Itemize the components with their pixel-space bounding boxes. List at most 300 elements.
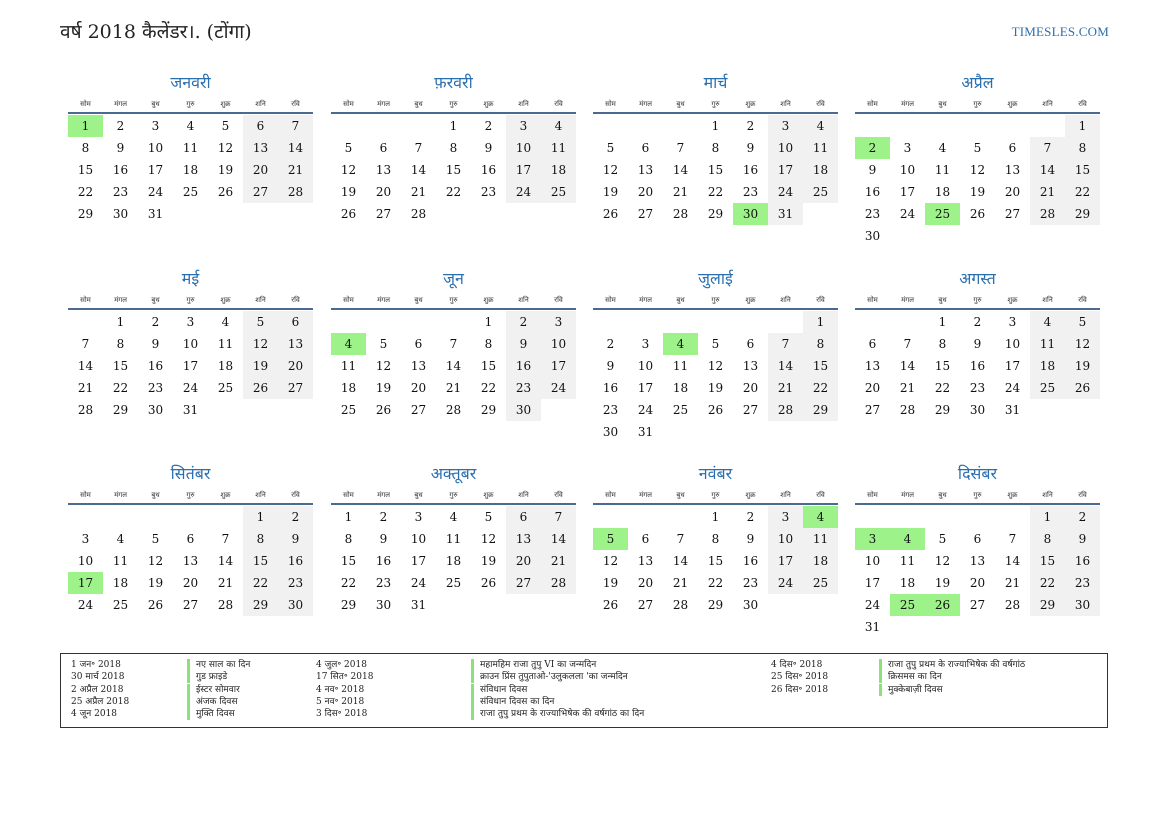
day-cell: 22 <box>1065 181 1100 203</box>
day-cell: 4 <box>449 510 458 524</box>
day-cell: 19 <box>375 381 392 395</box>
day-cell: 30 <box>1065 594 1100 616</box>
weekday-label: बुध <box>676 296 685 304</box>
days-grid <box>855 311 1100 421</box>
day-cell: 6 <box>506 506 541 528</box>
legend-date: 17 सित॰ 2018 <box>316 672 374 683</box>
day-cell: 2 <box>484 119 493 133</box>
day-cell: 9 <box>606 359 615 373</box>
weekday-label: सोम <box>605 296 616 304</box>
month-1 <box>68 72 313 225</box>
weekday-label: शनि <box>518 100 529 108</box>
day-cell: 28 <box>217 598 234 612</box>
day-cell: 11 <box>803 137 838 159</box>
day-cell: 14 <box>768 355 803 377</box>
day-cell: 21 <box>77 381 94 395</box>
legend-holiday-name: राजा तुपु प्रथम के राज्याभिषेक की वर्षगांठ का दिन <box>471 708 644 720</box>
day-cell: 1 <box>1065 115 1100 137</box>
weekday-label: सोम <box>80 296 91 304</box>
day-cell: 25 <box>803 181 838 203</box>
day-cell: 9 <box>746 141 755 155</box>
day-cell: 7 <box>1008 532 1017 546</box>
day-cell: 14 <box>1004 554 1021 568</box>
day-cell: 14 <box>217 554 234 568</box>
day-cell: 23 <box>742 576 759 590</box>
day-cell: 2 <box>973 315 982 329</box>
day-cell: 7 <box>768 333 803 355</box>
day-cell: 21 <box>445 381 462 395</box>
day-cell: 26 <box>147 598 164 612</box>
weekday-label: शनि <box>1042 296 1053 304</box>
day-cell: 1 <box>243 506 278 528</box>
day-cell: 27 <box>637 598 654 612</box>
weekday-label: गुरु <box>973 296 982 304</box>
weekday-label: बुध <box>676 100 685 108</box>
day-cell: 5 <box>938 532 947 546</box>
day-cell: 6 <box>414 337 423 351</box>
weekday-label: सोम <box>80 100 91 108</box>
day-cell: 18 <box>899 576 916 590</box>
day-cell: 12 <box>243 333 278 355</box>
site-link[interactable]: TIMESLES.COM <box>1011 24 1109 39</box>
weekday-label: शनि <box>780 296 791 304</box>
day-cell: 17 <box>768 550 803 572</box>
day-cell: 23 <box>278 572 313 594</box>
weekday-label: शुक्र <box>220 100 231 108</box>
day-cell: 14 <box>445 359 462 373</box>
day-cell: 5 <box>484 510 493 524</box>
weekday-label: शुक्र <box>483 100 494 108</box>
weekday-label: शुक्र <box>483 296 494 304</box>
day-cell: 11 <box>1030 333 1065 355</box>
day-cell: 29 <box>77 207 94 221</box>
legend-date: 4 नव॰ 2018 <box>316 684 365 695</box>
weekday-label: शनि <box>1042 100 1053 108</box>
day-cell: 8 <box>803 333 838 355</box>
day-cell: 27 <box>278 377 313 399</box>
holiday-day: 30 <box>733 203 768 225</box>
month-3 <box>593 72 838 225</box>
day-cell: 24 <box>182 381 199 395</box>
day-cell: 16 <box>602 381 619 395</box>
day-cell: 14 <box>541 528 576 550</box>
day-cell: 6 <box>641 141 650 155</box>
month-name: जून <box>443 269 464 288</box>
day-cell: 13 <box>375 163 392 177</box>
weekday-label: शुक्र <box>483 491 494 499</box>
legend-date: 2 अप्रैल 2018 <box>71 684 124 695</box>
days-grid <box>593 311 838 443</box>
day-cell: 5 <box>221 119 230 133</box>
day-cell: 28 <box>410 207 427 221</box>
day-cell: 14 <box>672 554 689 568</box>
day-cell: 31 <box>768 203 803 225</box>
day-cell: 19 <box>243 355 278 377</box>
day-cell: 24 <box>506 181 541 203</box>
weekday-label: सोम <box>343 100 354 108</box>
weekday-label: मंगल <box>639 491 652 499</box>
month-name: अगस्त <box>959 269 996 288</box>
day-cell: 16 <box>742 554 759 568</box>
day-cell: 31 <box>147 207 164 221</box>
day-cell: 9 <box>379 532 388 546</box>
day-cell: 12 <box>602 163 619 177</box>
day-cell: 3 <box>541 311 576 333</box>
weekday-header <box>593 294 838 310</box>
day-cell: 20 <box>1004 185 1021 199</box>
day-cell: 20 <box>742 381 759 395</box>
day-cell: 11 <box>934 163 951 177</box>
day-cell: 2 <box>1065 506 1100 528</box>
day-cell: 8 <box>938 337 947 351</box>
weekday-label: मंगल <box>639 100 652 108</box>
weekday-label: शुक्र <box>220 491 231 499</box>
day-cell: 22 <box>445 185 462 199</box>
day-cell: 8 <box>344 532 353 546</box>
day-cell: 8 <box>449 141 458 155</box>
day-cell: 12 <box>1065 333 1100 355</box>
day-cell: 17 <box>541 355 576 377</box>
day-cell: 18 <box>1030 355 1065 377</box>
day-cell: 6 <box>186 532 195 546</box>
day-cell: 21 <box>217 576 234 590</box>
month-name: दिसंबर <box>957 464 998 483</box>
holiday-day: 25 <box>925 203 960 225</box>
day-cell: 8 <box>243 528 278 550</box>
day-cell: 13 <box>506 528 541 550</box>
day-cell: 2 <box>278 506 313 528</box>
month-name: जनवरी <box>170 73 211 92</box>
day-cell: 31 <box>864 620 881 634</box>
day-cell: 23 <box>742 185 759 199</box>
weekday-label: रवि <box>816 100 825 108</box>
day-cell: 7 <box>541 506 576 528</box>
legend-date: 25 दिस॰ 2018 <box>771 672 829 683</box>
day-cell: 12 <box>375 359 392 373</box>
day-cell: 3 <box>768 115 803 137</box>
weekday-label: शनि <box>780 491 791 499</box>
day-cell: 16 <box>742 163 759 177</box>
day-cell: 3 <box>768 506 803 528</box>
day-cell: 4 <box>221 315 230 329</box>
day-cell: 16 <box>1065 550 1100 572</box>
day-cell: 12 <box>969 163 986 177</box>
day-cell: 11 <box>340 359 357 373</box>
day-cell: 27 <box>375 207 392 221</box>
day-cell: 10 <box>768 528 803 550</box>
day-cell: 18 <box>112 576 129 590</box>
day-cell: 8 <box>484 337 493 351</box>
day-cell: 30 <box>112 207 129 221</box>
days-grid <box>331 311 576 421</box>
day-cell: 10 <box>182 337 199 351</box>
day-cell: 19 <box>480 554 497 568</box>
day-cell: 26 <box>340 207 357 221</box>
day-cell: 25 <box>340 403 357 417</box>
day-cell: 22 <box>707 185 724 199</box>
legend-holiday-name: ईस्टर सोमवार <box>187 684 240 696</box>
day-cell: 3 <box>1008 315 1017 329</box>
day-cell: 19 <box>217 163 234 177</box>
day-cell: 27 <box>243 181 278 203</box>
day-cell: 27 <box>182 598 199 612</box>
page-title: वर्ष 2018 कैलेंडर।. (टोंगा) <box>60 21 252 43</box>
day-cell: 20 <box>243 159 278 181</box>
day-cell: 26 <box>602 598 619 612</box>
day-cell: 20 <box>637 185 654 199</box>
day-cell: 5 <box>243 311 278 333</box>
day-cell: 9 <box>116 141 125 155</box>
day-cell: 11 <box>899 554 916 568</box>
day-cell: 29 <box>480 403 497 417</box>
day-cell: 29 <box>934 403 951 417</box>
weekday-header <box>331 98 576 114</box>
day-cell: 10 <box>77 554 94 568</box>
day-cell: 20 <box>278 355 313 377</box>
weekday-label: शुक्र <box>1007 100 1018 108</box>
day-cell: 1 <box>344 510 353 524</box>
day-cell: 9 <box>973 337 982 351</box>
day-cell: 18 <box>541 159 576 181</box>
day-cell: 19 <box>340 185 357 199</box>
day-cell: 19 <box>1065 355 1100 377</box>
day-cell: 3 <box>81 532 90 546</box>
weekday-label: गुरु <box>186 296 195 304</box>
day-cell: 18 <box>934 185 951 199</box>
days-grid <box>593 506 838 616</box>
weekday-label: मंगल <box>377 296 390 304</box>
legend-holiday-name: क्रिसमस का दिन <box>879 671 942 683</box>
day-cell: 17 <box>864 576 881 590</box>
days-grid <box>68 506 313 616</box>
day-cell: 26 <box>217 185 234 199</box>
weekday-label: मंगल <box>114 100 127 108</box>
weekday-label: बुध <box>151 491 160 499</box>
day-cell: 15 <box>77 163 94 177</box>
day-cell: 8 <box>1030 528 1065 550</box>
day-cell: 17 <box>410 554 427 568</box>
legend-holiday-name: राजा तुपु प्रथम के राज्याभिषेक की वर्षगांठ <box>879 659 1025 671</box>
legend-date: 25 अप्रैल 2018 <box>71 696 130 707</box>
weekday-label: गुरु <box>973 491 982 499</box>
weekday-label: मंगल <box>114 296 127 304</box>
day-cell: 5 <box>151 532 160 546</box>
month-10 <box>331 463 576 616</box>
day-cell: 9 <box>151 337 160 351</box>
weekday-label: सोम <box>867 296 878 304</box>
day-cell: 21 <box>672 185 689 199</box>
day-cell: 11 <box>445 532 462 546</box>
day-cell: 12 <box>707 359 724 373</box>
weekday-header <box>68 489 313 505</box>
weekday-label: गुरु <box>449 296 458 304</box>
days-grid <box>855 506 1100 638</box>
day-cell: 27 <box>969 598 986 612</box>
weekday-label: शुक्र <box>1007 491 1018 499</box>
weekday-label: शुक्र <box>745 296 756 304</box>
day-cell: 6 <box>641 532 650 546</box>
day-cell: 6 <box>973 532 982 546</box>
weekday-label: गुरु <box>186 491 195 499</box>
day-cell: 13 <box>243 137 278 159</box>
day-cell: 16 <box>969 359 986 373</box>
day-cell: 5 <box>1065 311 1100 333</box>
weekday-label: सोम <box>867 491 878 499</box>
day-cell: 20 <box>375 185 392 199</box>
day-cell: 23 <box>1065 572 1100 594</box>
day-cell: 26 <box>1065 377 1100 399</box>
day-cell: 26 <box>375 403 392 417</box>
day-cell: 16 <box>375 554 392 568</box>
legend-holiday-name: मुक्ति दिवस <box>187 708 235 720</box>
weekday-label: गुरु <box>973 100 982 108</box>
day-cell: 28 <box>541 572 576 594</box>
day-cell: 23 <box>969 381 986 395</box>
month-4 <box>855 72 1100 247</box>
day-cell: 24 <box>1004 381 1021 395</box>
legend-holiday-name: संविधान दिवस का दिन <box>471 696 554 708</box>
day-cell: 28 <box>77 403 94 417</box>
day-cell: 31 <box>410 598 427 612</box>
day-cell: 7 <box>676 141 685 155</box>
day-cell: 5 <box>973 141 982 155</box>
day-cell: 17 <box>147 163 164 177</box>
day-cell: 5 <box>711 337 720 351</box>
day-cell: 13 <box>278 333 313 355</box>
day-cell: 7 <box>81 337 90 351</box>
day-cell: 29 <box>1065 203 1100 225</box>
day-cell: 29 <box>112 403 129 417</box>
legend-holiday-name: क्राउन प्रिंस तुपुताओ-'उलुकलला 'का जन्मदिन <box>471 671 628 683</box>
day-cell: 10 <box>864 554 881 568</box>
weekday-header <box>855 98 1100 114</box>
day-cell: 23 <box>602 403 619 417</box>
day-cell: 24 <box>541 377 576 399</box>
day-cell: 12 <box>217 141 234 155</box>
day-cell: 30 <box>375 598 392 612</box>
weekday-label: गुरु <box>711 491 720 499</box>
day-cell: 20 <box>969 576 986 590</box>
day-cell: 4 <box>1030 311 1065 333</box>
day-cell: 14 <box>672 163 689 177</box>
weekday-label: रवि <box>1078 296 1087 304</box>
month-name: सितंबर <box>170 464 211 483</box>
holiday-day: 4 <box>663 333 698 355</box>
day-cell: 25 <box>672 403 689 417</box>
legend-date: 26 दिस॰ 2018 <box>771 684 829 695</box>
day-cell: 18 <box>445 554 462 568</box>
days-grid <box>68 115 313 225</box>
day-cell: 22 <box>803 377 838 399</box>
weekday-label: गुरु <box>449 100 458 108</box>
day-cell: 6 <box>243 115 278 137</box>
day-cell: 24 <box>864 598 881 612</box>
day-cell: 8 <box>81 141 90 155</box>
day-cell: 22 <box>934 381 951 395</box>
day-cell: 29 <box>803 399 838 421</box>
day-cell: 22 <box>243 572 278 594</box>
weekday-label: रवि <box>291 296 300 304</box>
day-cell: 21 <box>672 576 689 590</box>
day-cell: 8 <box>711 532 720 546</box>
holiday-day: 5 <box>593 528 628 550</box>
day-cell: 3 <box>641 337 650 351</box>
day-cell: 15 <box>1065 159 1100 181</box>
day-cell: 19 <box>602 576 619 590</box>
day-cell: 15 <box>707 554 724 568</box>
day-cell: 11 <box>541 137 576 159</box>
day-cell: 2 <box>379 510 388 524</box>
day-cell: 25 <box>541 181 576 203</box>
weekday-label: सोम <box>605 491 616 499</box>
day-cell: 1 <box>938 315 947 329</box>
day-cell: 23 <box>147 381 164 395</box>
day-cell: 30 <box>278 594 313 616</box>
days-grid <box>68 311 313 421</box>
day-cell: 9 <box>484 141 493 155</box>
month-11 <box>593 463 838 616</box>
day-cell: 21 <box>1030 181 1065 203</box>
day-cell: 10 <box>541 333 576 355</box>
weekday-header <box>331 294 576 310</box>
day-cell: 30 <box>742 598 759 612</box>
day-cell: 15 <box>707 163 724 177</box>
day-cell: 1 <box>484 315 493 329</box>
weekday-label: शनि <box>780 100 791 108</box>
day-cell: 31 <box>182 403 199 417</box>
legend-date: 4 जुल॰ 2018 <box>316 660 367 670</box>
weekday-label: शनि <box>255 491 266 499</box>
day-cell: 3 <box>506 115 541 137</box>
weekday-label: बुध <box>676 491 685 499</box>
day-cell: 5 <box>379 337 388 351</box>
day-cell: 10 <box>410 532 427 546</box>
legend-date: 4 जून 2018 <box>71 709 118 720</box>
day-cell: 28 <box>1004 598 1021 612</box>
day-cell: 6 <box>379 141 388 155</box>
weekday-header <box>593 98 838 114</box>
day-cell: 26 <box>969 207 986 221</box>
month-name: फ़रवरी <box>434 73 473 92</box>
month-9 <box>68 463 313 616</box>
day-cell: 14 <box>410 163 427 177</box>
weekday-label: मंगल <box>114 491 127 499</box>
day-cell: 10 <box>899 163 916 177</box>
weekday-label: शनि <box>518 491 529 499</box>
day-cell: 12 <box>480 532 497 546</box>
day-cell: 20 <box>410 381 427 395</box>
holiday-day: 1 <box>68 115 103 137</box>
day-cell: 2 <box>746 510 755 524</box>
weekday-label: बुध <box>414 491 423 499</box>
weekday-label: रवि <box>1078 100 1087 108</box>
day-cell: 15 <box>445 163 462 177</box>
day-cell: 9 <box>746 532 755 546</box>
weekday-label: बुध <box>151 296 160 304</box>
day-cell: 24 <box>637 403 654 417</box>
day-cell: 17 <box>506 159 541 181</box>
day-cell: 19 <box>707 381 724 395</box>
weekday-label: रवि <box>291 100 300 108</box>
weekday-label: मंगल <box>901 491 914 499</box>
weekday-label: गुरु <box>186 100 195 108</box>
day-cell: 19 <box>969 185 986 199</box>
day-cell: 2 <box>746 119 755 133</box>
weekday-label: बुध <box>938 100 947 108</box>
day-cell: 15 <box>803 355 838 377</box>
day-cell: 7 <box>449 337 458 351</box>
day-cell: 2 <box>116 119 125 133</box>
